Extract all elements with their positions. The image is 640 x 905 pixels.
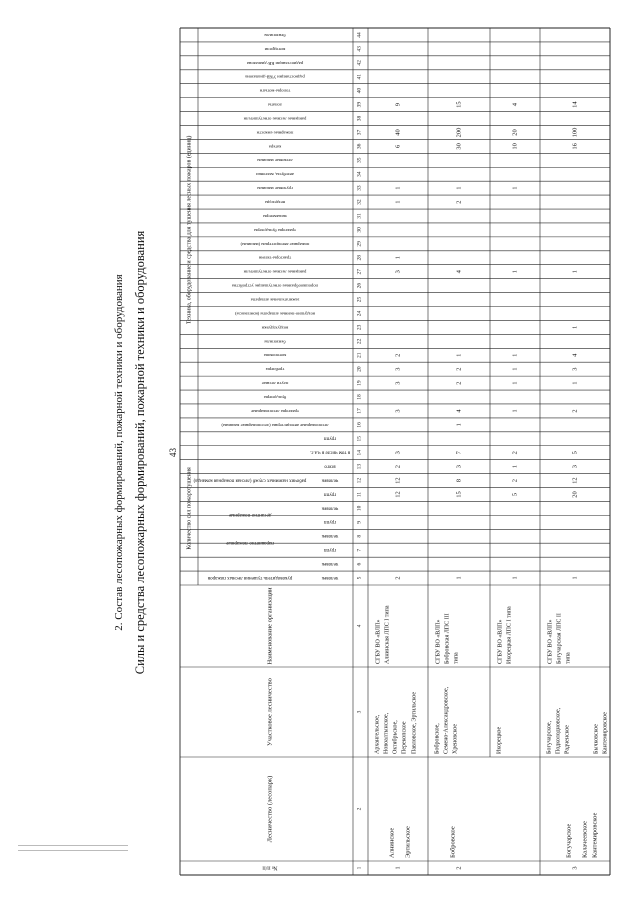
column-number: 28	[356, 255, 363, 261]
cell-value: 1	[455, 186, 463, 190]
column-number: 6	[356, 562, 363, 566]
row-district: Новоалтынское,	[383, 712, 390, 754]
column-number: 17	[356, 408, 363, 414]
row-district: Хреновское	[452, 723, 459, 754]
cell-value: 15	[455, 101, 463, 108]
table-caption: Силы и средства лесопожарных формирований, пожарной техники и оборудования	[133, 230, 147, 675]
equipment-col-header: плуги лесные	[261, 381, 289, 387]
row-forestry-extra: Кантемировское	[591, 812, 599, 858]
cell-value: 15	[455, 491, 463, 498]
force-subheader: человек	[321, 574, 339, 580]
row-district-extra: Бычковское	[593, 724, 600, 754]
row-forestry: Бобровское	[449, 826, 457, 858]
cell-value: 1	[394, 256, 402, 260]
cell-value: 4	[455, 409, 463, 413]
cell-value: 1	[455, 353, 463, 357]
cell-value: 3	[394, 409, 402, 413]
forces-group-header: Количество сил пожаротушения	[186, 467, 193, 550]
cell-value: 3	[455, 465, 463, 469]
row-org: типа	[565, 652, 572, 664]
column-number: 33	[356, 185, 363, 191]
cell-value: 1	[511, 381, 519, 385]
cell-value: 1	[394, 200, 402, 204]
equipment-col-header: грузовые машины	[257, 186, 293, 192]
cell-value: 2	[394, 465, 402, 469]
row-org: СГБУ ВО «ВЛП»	[547, 619, 554, 664]
cell-value: 1	[511, 186, 519, 190]
row-forestry: Богучарское	[565, 823, 573, 858]
cell-value: 2	[571, 409, 579, 413]
row-district: Октябрьское,	[392, 720, 399, 754]
equipment-col-header: автобусы, вахтовки	[256, 172, 294, 178]
equipment-col-header: тракторы бульдозеры	[254, 227, 296, 233]
column-number: 38	[356, 115, 363, 122]
cell-value: 7	[455, 451, 463, 455]
column-number: 19	[356, 380, 363, 386]
column-number: 44	[356, 32, 363, 38]
row-org: Алнинская ЛПС I типа	[384, 605, 391, 664]
force-subheader: человек	[321, 560, 339, 566]
equipment-col-header: пожарные автоцистерны (машины)	[240, 241, 310, 247]
section-heading: 2. Состав лесопожарных формирований, пожарной техники и оборудования	[113, 274, 125, 631]
force-group-label: десантно-пожарные	[228, 512, 272, 518]
force-subheader: групп	[323, 547, 337, 553]
column-number: 15	[356, 436, 363, 442]
cell-value: 9	[394, 102, 402, 107]
cell-value: 2	[511, 478, 519, 483]
force-subheader: человек	[321, 505, 339, 511]
row-org: СГБУ ВО «ВЛП»	[497, 619, 504, 664]
column-number: 37	[356, 129, 363, 136]
equipment-col-header: ранцевые лесные огнетушители	[243, 269, 307, 275]
force-subheader: в том числе в ч.а.с.	[309, 449, 351, 455]
force-group-label: руководитель тушения лесных пожаров	[207, 574, 293, 580]
equipment-col-header: пожарные емкости	[256, 130, 294, 136]
equipment-col-header: воздушно-пенные аппараты (комплексы)	[235, 311, 315, 317]
equipment-col-header: топоры-мотыги	[259, 88, 291, 94]
row-district: Икорецкое	[496, 726, 503, 754]
cell-value: 30	[455, 143, 463, 150]
equipment-col-header: радиостанции КВ-диапазона	[246, 60, 304, 66]
equipment-col-header: лесопожарные автоцистерны (лесопожарные машины)	[221, 422, 329, 428]
column-number: 1	[356, 866, 363, 870]
header-forestry: Лесничество (лесопарк)	[266, 775, 274, 843]
cell-value: 5	[571, 451, 579, 455]
column-number: 8	[356, 534, 363, 538]
equipment-col-header: воздуходувки	[261, 325, 289, 331]
equipment-col-header: бульдозеры	[263, 394, 287, 400]
column-number: 32	[356, 199, 363, 205]
cell-value: 1	[455, 423, 463, 427]
column-number: 23	[356, 324, 363, 331]
equipment-col-header: порошкообразные огнетушащие устройства	[231, 283, 319, 289]
row-district-extra: Кантемировское	[602, 712, 609, 754]
cell-value: 16	[571, 143, 579, 150]
equipment-col-header: мотодрели	[264, 46, 286, 52]
cell-value: 4	[571, 353, 579, 357]
row-district: Семено-Александровское,	[443, 686, 450, 754]
column-number: 41	[356, 73, 363, 80]
row-district: Подколодновское,	[555, 707, 562, 754]
cell-value: 1	[511, 353, 519, 357]
force-subheader: групп	[323, 519, 337, 525]
equipment-col-header: экскаваторы	[263, 213, 287, 219]
equipment-group-header: Техника, оборудование и средства для тушения лесных пожаров (единиц)	[186, 135, 193, 325]
column-number: 9	[356, 520, 363, 524]
equipment-col-header: катера	[268, 144, 282, 150]
column-number: 2	[356, 807, 363, 811]
cell-value: 3	[394, 270, 402, 274]
column-number: 27	[356, 268, 363, 275]
column-number: 40	[356, 87, 363, 94]
column-number: 14	[356, 449, 363, 456]
column-number: 12	[356, 477, 363, 484]
cell-value: 100	[571, 127, 579, 138]
column-number: 36	[356, 143, 363, 150]
column-number: 4	[356, 624, 363, 628]
row-org: Бобровская ЛПС III	[444, 613, 451, 664]
cell-value: 20	[511, 129, 519, 136]
equipment-col-header: трейлеры	[265, 367, 285, 373]
row-num: 1	[394, 866, 402, 870]
cell-value: 6	[394, 144, 402, 148]
row-org: Икорецкая ЛПС I типа	[506, 606, 513, 664]
row-org: Богучарская ЛПС II	[556, 613, 563, 664]
cell-value: 10	[511, 143, 519, 150]
column-number: 3	[356, 710, 363, 714]
cell-value: 3	[394, 381, 402, 385]
equipment-col-header: легковые машины	[257, 158, 293, 164]
cell-value: 2	[394, 576, 402, 580]
row-org: СГБУ ВО «ВЛП»	[375, 619, 382, 664]
column-number: 20	[356, 366, 363, 372]
cell-value: 1	[571, 270, 579, 274]
row-forestry-extra: Эртильское	[404, 826, 412, 858]
cell-value: 4	[511, 102, 519, 107]
row-district: Бобровское,	[434, 723, 441, 754]
cell-value: 3	[571, 465, 579, 469]
row-district-extra: Павловское, Эртильское	[411, 691, 418, 754]
column-number: 22	[356, 338, 363, 345]
force-subheader: человек	[321, 533, 339, 539]
column-number: 30	[356, 227, 363, 233]
cell-value: 5	[511, 492, 519, 497]
equipment-col-header: бензопилы	[264, 32, 286, 38]
equipment-col-header: вездеходы	[265, 200, 285, 205]
column-number: 39	[356, 101, 363, 108]
equipment-col-header: лопаты	[267, 102, 283, 108]
cell-value: 1	[511, 576, 519, 580]
cell-value: 12	[571, 477, 579, 484]
column-number: 18	[356, 394, 363, 400]
row-num: 3	[571, 866, 579, 870]
cell-value: 12	[394, 491, 402, 498]
row-district: Перекопское	[401, 721, 408, 754]
cell-value: 1	[511, 367, 519, 371]
column-number: 24	[356, 310, 363, 317]
row-num: 2	[455, 866, 463, 870]
force-group-label: парашютно-пожарные	[226, 540, 274, 546]
cell-value: 1	[511, 409, 519, 413]
equipment-col-header: ранцевые лесные огнетушители	[243, 116, 307, 122]
equipment-col-header: радиостанции УКВ-диапазона	[245, 74, 305, 80]
cell-value: 8	[455, 478, 463, 483]
column-number: 7	[356, 548, 363, 552]
scan-edge-line	[18, 850, 128, 851]
column-number: 21	[356, 352, 363, 358]
column-number: 10	[356, 505, 363, 512]
page-number: 43	[168, 448, 178, 457]
cell-value: 4	[455, 270, 463, 274]
row-forestry-extra: Калачеевское	[581, 820, 589, 858]
column-number: 43	[356, 46, 363, 52]
row-district: Радченское	[564, 725, 571, 754]
column-number: 13	[356, 463, 363, 470]
row-forestry: Алнинское	[388, 827, 396, 858]
column-number: 5	[356, 576, 363, 580]
cell-value: 1	[571, 576, 579, 580]
cell-value: 1	[511, 465, 519, 469]
cell-value: 1	[455, 576, 463, 580]
force-subheader: групп	[323, 435, 337, 441]
cell-value: 1	[571, 325, 579, 330]
equipment-col-header: мотопомпы	[263, 353, 287, 359]
scan-edge-line	[18, 845, 128, 846]
force-subheader: человек	[321, 477, 339, 483]
column-number: 35	[356, 157, 363, 164]
cell-value: 200	[455, 127, 463, 138]
equipment-col-header: зажигательные аппараты	[250, 297, 300, 303]
column-number: 16	[356, 422, 363, 428]
cell-value: 1	[571, 381, 579, 385]
cell-value: 2	[455, 381, 463, 385]
cell-value: 2	[455, 367, 463, 371]
cell-value: 14	[571, 101, 579, 108]
header-num: № п/п	[262, 864, 278, 871]
force-subheader: групп	[323, 491, 337, 497]
equipment-col-header: тракторы лесопожарные	[251, 408, 299, 414]
cell-value: 12	[394, 477, 402, 484]
header-org: Наименование организации	[266, 587, 274, 665]
column-number: 34	[356, 171, 363, 177]
row-org: типа	[453, 652, 460, 664]
cell-value: 1	[511, 270, 519, 274]
cell-value: 1	[394, 186, 402, 190]
cell-value: 40	[394, 129, 402, 136]
cell-value: 2	[455, 200, 463, 204]
row-district: Архангельское,	[374, 714, 381, 754]
row-org: СГБУ ВО «ВЛП»	[435, 619, 442, 664]
column-number: 11	[356, 491, 363, 498]
row-district: Богучарское,	[546, 720, 553, 754]
cell-value: 2	[511, 451, 519, 455]
equipment-col-header: бензопилы	[264, 339, 286, 345]
cell-value: 3	[571, 367, 579, 371]
cell-value: 2	[394, 353, 402, 357]
column-number: 29	[356, 241, 363, 247]
column-number: 25	[356, 296, 363, 303]
header-district: Участковое лесничество	[266, 678, 274, 746]
column-number: 31	[356, 213, 363, 219]
cell-value: 20	[571, 491, 579, 498]
force-subheader: всего	[324, 463, 336, 469]
equipment-col-header: тракторы-тягачи	[258, 255, 292, 261]
column-number: 42	[356, 60, 363, 66]
cell-value: 3	[394, 451, 402, 455]
cell-value: 3	[394, 367, 402, 371]
column-number: 26	[356, 282, 363, 289]
force-group-label: рабочих наземных служб (лесная пожарная команда)	[193, 477, 307, 483]
